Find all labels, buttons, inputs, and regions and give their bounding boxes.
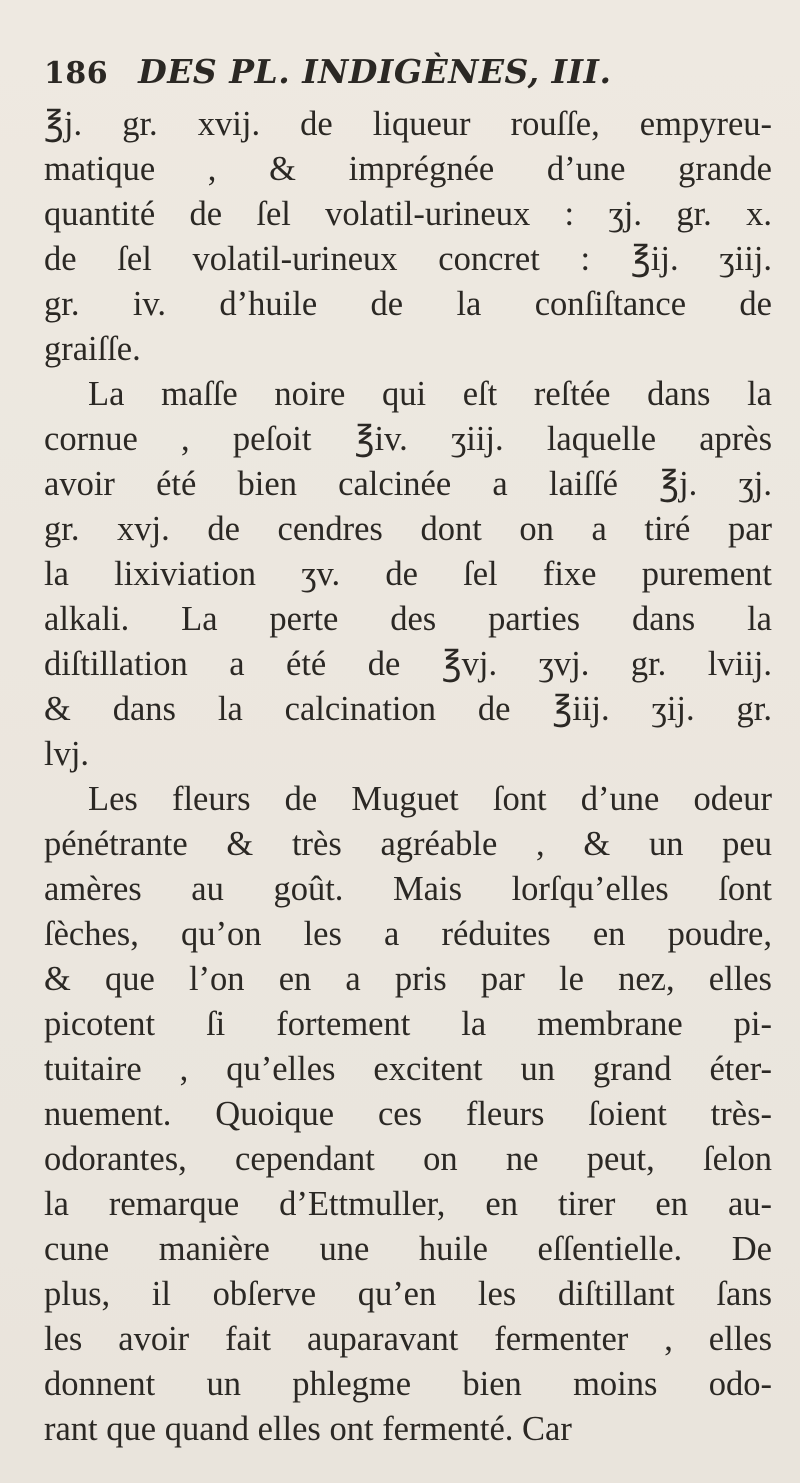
text-line: ſèches, qu’on les a réduites en poudre, <box>44 915 772 953</box>
text-line: picotent ſi fortement la membrane pi- <box>44 1005 772 1043</box>
text-line: amères au goût. Mais lorſqu’elles ſont <box>44 870 772 908</box>
text-line: gr. xvj. de cendres dont on a tiré par <box>44 510 772 548</box>
text-line: plus, il obſerve qu’en les diſtillant ſans <box>44 1275 772 1313</box>
text-line: la lixiviation ʒv. de ſel fixe purement <box>44 555 772 593</box>
text-line: diſtillation a été de ℥vj. ʒvj. gr. lviij. <box>44 645 772 683</box>
text-line: la remarque d’Ettmuller, en tirer en au- <box>44 1185 772 1223</box>
text-line: & dans la calcination de ℥iij. ʒij. gr. <box>44 690 772 728</box>
paragraph <box>44 777 772 1452</box>
text-line: La maſſe noire qui eſt reſtée dans la <box>88 375 772 413</box>
text-line: avoir été bien calcinée a laiſſé ℥j. ʒj. <box>44 465 772 503</box>
page-header <box>44 50 772 96</box>
text-line: pénétrante & très agréable , & un peu <box>44 825 772 863</box>
text-line: odorantes, cependant on ne peut, ſelon <box>44 1140 772 1178</box>
paragraph <box>44 372 772 777</box>
text-line: rant que quand elles ont fermenté. Car <box>44 1410 572 1448</box>
page-number: 186 <box>44 56 109 91</box>
paragraph <box>44 102 772 372</box>
text-line: gr. iv. d’huile de la conſiſtance de <box>44 285 772 323</box>
text-line: cune manière une huile eſſentielle. De <box>44 1230 772 1268</box>
text-line: Les fleurs de Muguet ſont d’une odeur <box>88 780 772 818</box>
text-line: ℥j. gr. xvij. de liqueur rouſſe, empyreu- <box>44 105 772 143</box>
text-line: alkali. La perte des parties dans la <box>44 600 772 638</box>
text-line: matique , & imprégnée d’une grande <box>44 150 772 188</box>
text-line: cornue , peſoit ℥iv. ʒiij. laquelle après <box>44 420 772 458</box>
text-line: les avoir fait auparavant fermenter , elles <box>44 1320 772 1358</box>
running-title: DES PL. INDIGÈNES, III. <box>138 52 612 91</box>
text-line: tuitaire , qu’elles excitent un grand éter- <box>44 1050 772 1088</box>
text-line: de ſel volatil-urineux concret : ℥ij. ʒiij. <box>44 240 772 278</box>
text-line: quantité de ſel volatil-urineux : ʒj. gr. x. <box>44 195 772 233</box>
text-line: graiſſe. <box>44 330 141 368</box>
body-text <box>44 102 772 1452</box>
text-line: lvj. <box>44 735 90 773</box>
text-line: nuement. Quoique ces fleurs ſoient très- <box>44 1095 772 1133</box>
text-line: donnent un phlegme bien moins odo- <box>44 1365 772 1403</box>
text-line: & que l’on en a pris par le nez, elles <box>44 960 772 998</box>
